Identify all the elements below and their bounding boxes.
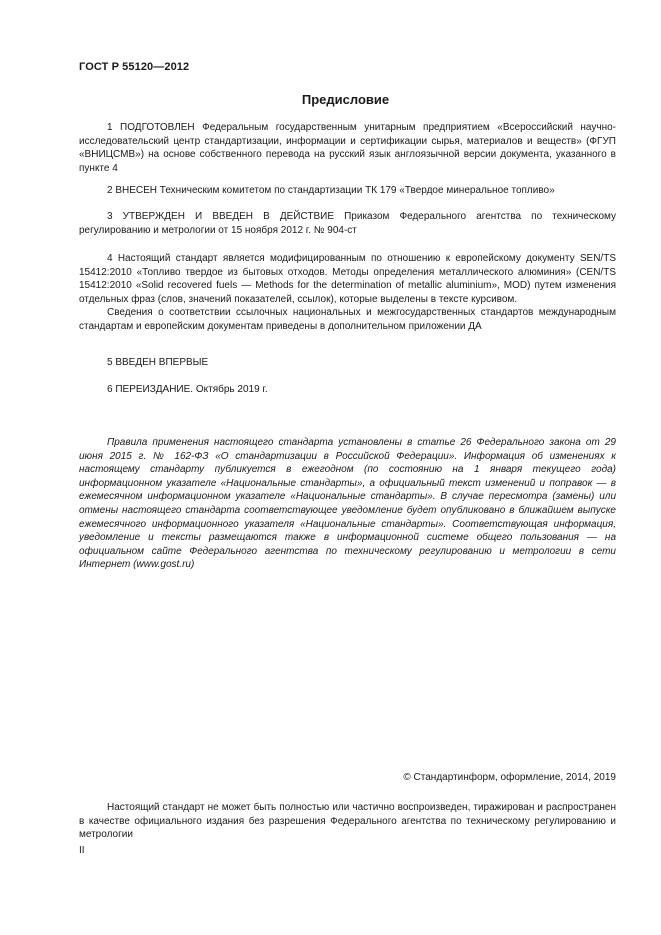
foreword-item-2: 2 ВНЕСЕН Техническим комитетом по стандартизации ТК 179 «Твердое минеральное топливо»	[107, 185, 555, 196]
copyright-line: © Стандартинформ, оформление, 2014, 2019	[403, 772, 616, 783]
foreword-item-6: 6 ПЕРЕИЗДАНИЕ. Октябрь 2019 г.	[107, 384, 268, 395]
foreword-item-5-block	[79, 356, 616, 370]
notice-text: Правила применения настоящего стандарта установлены в статье 26 Федерального закона от 29 июня 2015 г. № 162-ФЗ «О стандартизации в Российской Федерации». Информация об изменениях к настоящему стандарту публикуется в ежегодном (по состоянию на 1 января текущего года) информационном указателе «Национальные стандарты», а официальный текст изменений и поправок — в ежемесячном информационном указателе «Национальные стандарты». В случае пересмотра (замены) или отмены настоящего стандарта соответствующее уведомление будет опубликовано в ближайшем выпуске ежемесячного информационного указателя «Национальные стандарты». Соответствующая информация, уведомление и тексты размещаются также в информационной системе общего пользования — на официальном сайте Федерального агентства по техническому регулированию и метрологии в сети Интернет (www.gost.ru)	[79, 437, 616, 571]
foreword-item-1: 1 ПОДГОТОВЛЕН Федеральным государственным унитарным предприятием «Всероссийский научно-исследовательский центр стандартизации, информации и сертификации сырья, материалов и веществ» (ФГУП «ВНИЦСМВ») на основе собственного перевода на русский язык англоязычной версии документа, указанного в пункте 4	[79, 122, 616, 174]
foreword-item-4: 4 Настоящий стандарт является модифицированным по отношению к европейскому документу SEN/TS 15412:2010 «Топливо твердое из бытовых отходов. Методы определения металлического алюминия» (CEN/TS 15412:2010 «Solid recovered fuels — Methods for the determination of metallic aluminium», MOD) путем изменения отдельных фраз (слов, значений показателей, ссылок), которые выделены в тексте курсивом.	[79, 253, 616, 305]
standard-code: ГОСТ Р 55120—2012	[79, 61, 190, 73]
foreword-item-6-block	[79, 383, 616, 397]
foreword-item-3-block	[79, 210, 616, 237]
foreword-item-4-note: Сведения о соответствии ссылочных национальных и межгосударственных стандартов международным стандартам и европейским документам приведены в дополнительном приложении ДА	[79, 307, 616, 332]
page-number: II	[79, 845, 85, 856]
foreword-item-3: 3 УТВЕРЖДЕН И ВВЕДЕН В ДЕЙСТВИЕ Приказом Федерального агентства по техническому регулированию и метрологии от 15 ноября 2012 г. № 904-ст	[79, 211, 616, 236]
rights-text: Настоящий стандарт не может быть полностью или частично воспроизведен, тиражирован и распространен в качестве официального издания без разрешения Федерального агентства по техническому регулированию и метрологии	[79, 802, 616, 840]
rights-notice	[79, 801, 616, 842]
foreword-item-5: 5 ВВЕДЕН ВПЕРВЫЕ	[107, 357, 209, 368]
foreword-item-4-block	[79, 252, 616, 333]
foreword-item-1-block	[79, 121, 616, 175]
application-rules-notice	[79, 436, 616, 572]
foreword-item-2-block	[79, 184, 616, 198]
section-title: Предисловие	[301, 92, 390, 107]
